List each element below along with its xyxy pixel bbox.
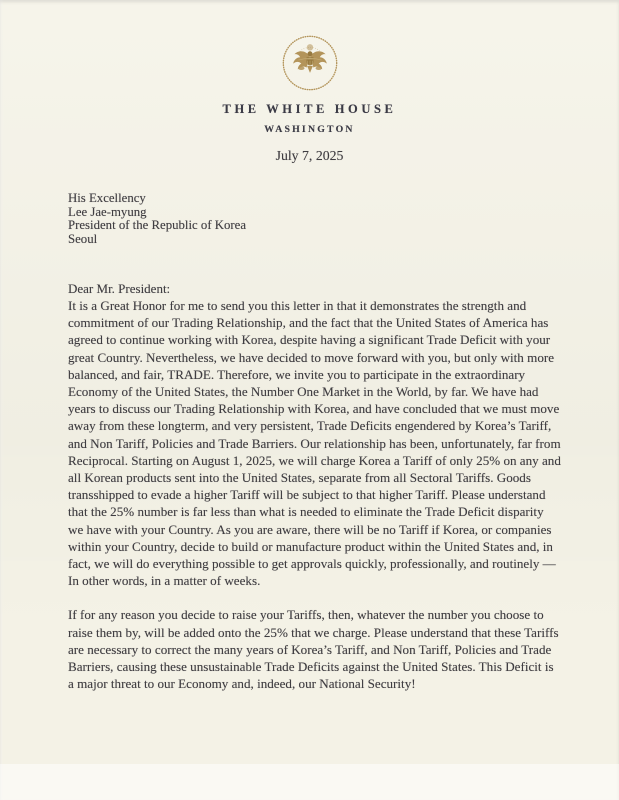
letter-body bbox=[68, 297, 561, 709]
salutation: Dear Mr. President: bbox=[68, 281, 171, 296]
recipient-line-name: Lee Jae-myung bbox=[68, 204, 147, 219]
recipient-line-title: President of the Republic of Korea bbox=[68, 218, 247, 233]
presidential-seal-icon bbox=[281, 34, 339, 92]
letterhead-title: THE WHITE HOUSE bbox=[222, 102, 397, 116]
recipient-address bbox=[68, 192, 246, 247]
recipient-line-city: Seoul bbox=[68, 232, 98, 247]
body-paragraph-1: It is a Great Honor for me to send you this letter in that it demonstrates the strength and commitment of our Trading Relationship, and the fact that the United States of America has agreed to continue working with Korea, despite having a significant Trade Deficit with your great Country. Nevertheless, we have decided to move forward with you, but only with more balanced, and fair, TRADE. Therefore, we invite you to participate in the extraordinary Economy of the United States, the Number One Market in the World, by far. We have had years to discuss our Trading Relationship with Korea, and have concluded that we must move away from these longterm, and very persistent, Trade Deficits engendered by Korea’s Tariff, and Non Tariff, Policies and Trade Barriers. Our relationship has been, unfortunately, far from Reciprocal. Starting on August 1, 2025, we will charge Korea a Tariff of only 25% on any and all Korean products sent into the United States, separate from all Sectoral Tariffs. Goods transshipped to evade a higher Tariff will be subject to that higher Tariff. Please understand that the 25% number is far less than what is needed to eliminate the Trade Deficit disparity we have with your Country. As you are aware, there will be no Tariff if Korea, or companies within your Country, decide to build or manufacture product within the United States and, in fact, we will do everything possible to get approvals quickly, professionally, and routinely — In other words, in a matter of weeks. bbox=[68, 298, 561, 589]
letter-date: July 7, 2025 bbox=[275, 148, 344, 163]
recipient-line-honorific: His Excellency bbox=[68, 191, 146, 205]
body-paragraph-2: If for any reason you decide to raise your Tariffs, then, whatever the number you choose to raise them by, will be added onto the 25% that we charge. Please understand that these Tariffs are necessary to correct the many years of Korea’s Tariff, and Non Tariff, Policies and Trade Barriers, causing these unsustainable Trade Deficits against the United States. This Deficit is a major threat to our Economy and, indeed, our National Security! bbox=[68, 607, 559, 692]
letterhead-subtitle: WASHINGTON bbox=[264, 124, 355, 135]
